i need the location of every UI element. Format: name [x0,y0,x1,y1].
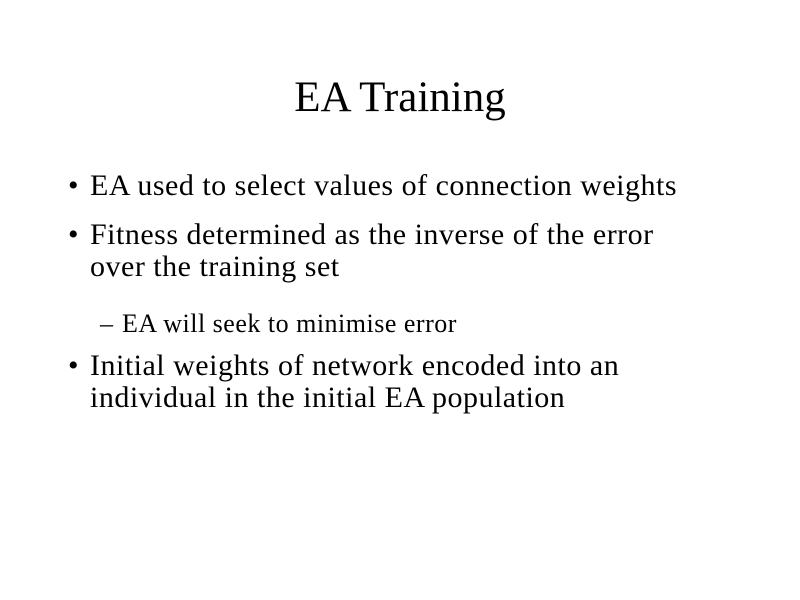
bullet-line: individual in the initial EA population [90,381,566,414]
bullet-item [68,219,654,283]
bullet-line: Fitness determined as the inverse of the error [90,218,654,251]
bullet-marker: • [68,169,80,202]
bullet-line: EA will seek to minimise error [122,309,457,338]
sub-bullet-marker: – [100,309,114,338]
bullet-item [68,170,677,202]
bullet-marker: • [68,349,80,382]
bullet-line: Initial weights of network encoded into an [90,349,620,382]
sub-bullet-item [100,309,457,339]
bullet-line: over the training set [90,250,340,283]
bullet-item [68,350,619,414]
bullet-marker: • [68,218,80,251]
slide-title: EA Training [294,74,506,121]
bullet-line: EA used to select values of connection weights [90,169,678,202]
